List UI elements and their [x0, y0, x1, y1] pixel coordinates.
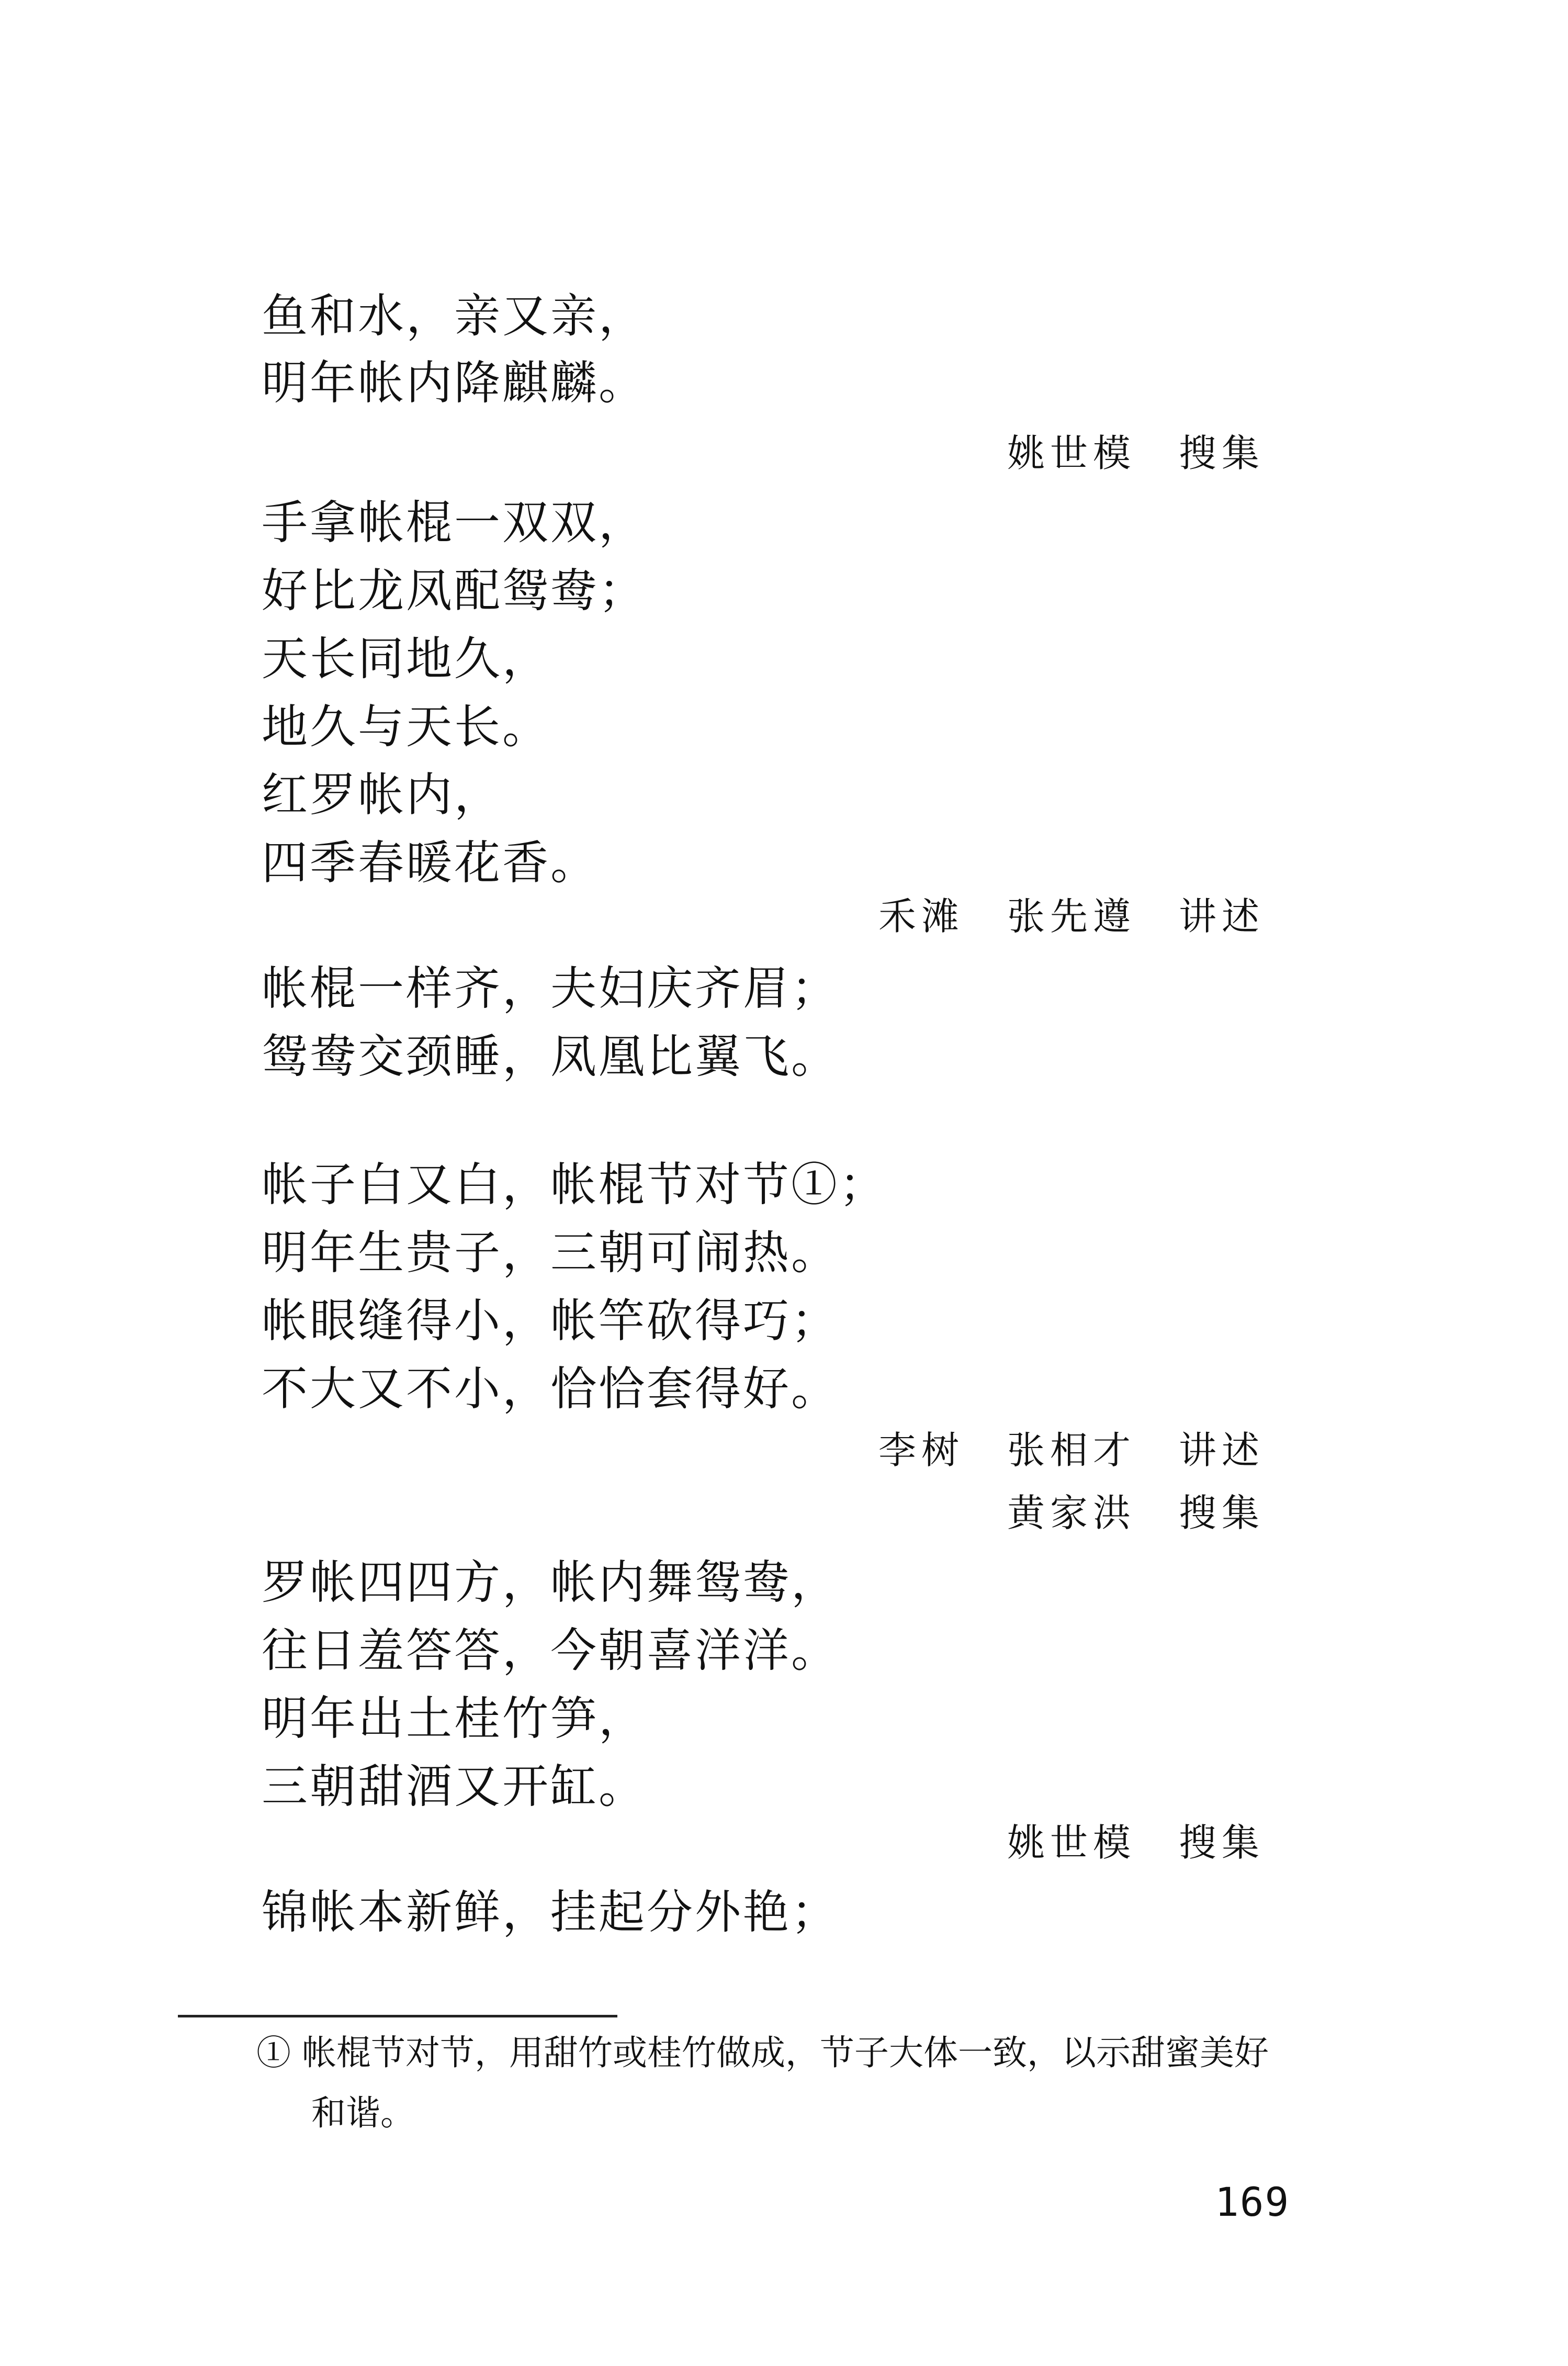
- verse-line: 四季春暖花香。: [262, 836, 599, 890]
- verse-line: 好比龙凤配鸳鸯；: [262, 564, 647, 618]
- footnote-line: 和谐。: [311, 2093, 415, 2133]
- verse-line: 明年帐内降麒麟。: [262, 356, 647, 410]
- verse-line: 不大又不小，恰恰套得好。: [262, 1362, 840, 1416]
- page-number: 169: [1215, 2179, 1290, 2225]
- verse-line: 罗帐四四方，帐内舞鸳鸯，: [262, 1555, 840, 1609]
- credit-line: 姚世模 搜集: [1007, 1821, 1265, 1865]
- verse-line: 帐棍一样齐，夫妇庆齐眉；: [262, 961, 840, 1015]
- verse-line: 红罗帐内，: [262, 768, 503, 822]
- verse-line: 三朝甜酒又开缸。: [262, 1759, 647, 1813]
- verse-line: 往日羞答答，今朝喜洋洋。: [262, 1623, 840, 1677]
- verse-line: 地久与天长。: [262, 700, 551, 754]
- verse-line: 鸳鸯交颈睡，凤凰比翼飞。: [262, 1029, 840, 1083]
- verse-line: 帐子白又白，帐棍节对节①；: [262, 1158, 888, 1212]
- credit-line: 李树 张相才 讲述: [878, 1428, 1265, 1472]
- verse-line: 明年出土桂竹笋，: [262, 1691, 647, 1745]
- verse-line: 锦帐本新鲜，挂起分外艳；: [262, 1885, 840, 1939]
- verse-line: 天长同地久，: [262, 632, 551, 686]
- footnote-line: ① 帐棍节对节，用甜竹或桂竹做成，节子大体一致，以示甜蜜美好: [256, 2033, 1269, 2073]
- verse-line: 鱼和水，亲又亲，: [262, 289, 647, 343]
- credit-line: 姚世模 搜集: [1007, 431, 1265, 475]
- verse-line: 明年生贵子，三朝可闹热。: [262, 1226, 840, 1280]
- credit-line: 禾滩 张先遵 讲述: [878, 894, 1265, 938]
- footnote-rule: [178, 2015, 617, 2017]
- credit-line: 黄家洪 搜集: [1007, 1491, 1265, 1535]
- verse-line: 帐眼缝得小，帐竿砍得巧；: [262, 1294, 840, 1348]
- verse-line: 手拿帐棍一双双，: [262, 496, 647, 550]
